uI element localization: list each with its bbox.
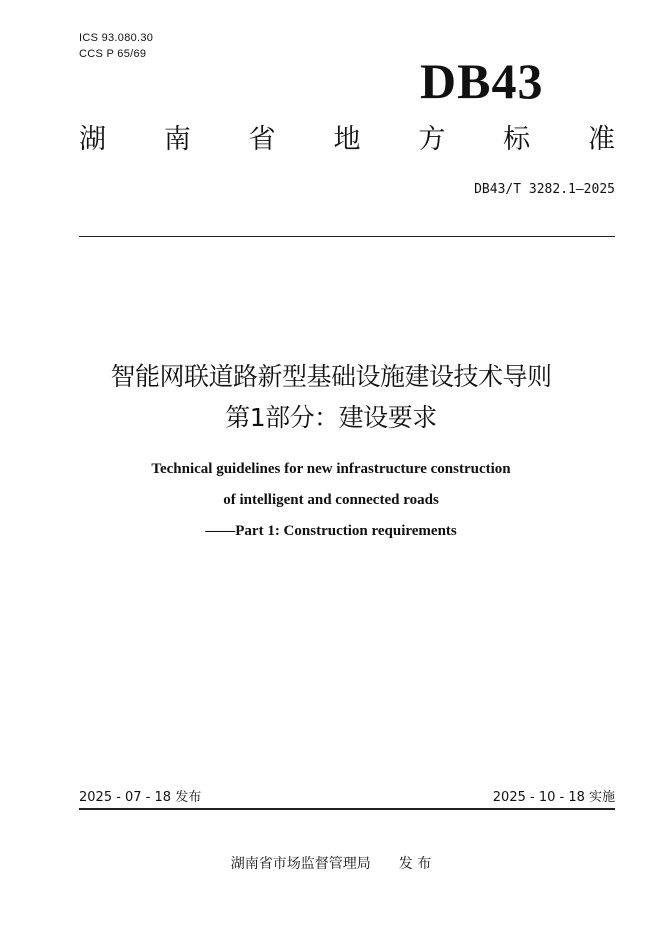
ccs-code: CCS P 65/69 bbox=[79, 48, 147, 60]
title-english-line-3: ——Part 1: Construction requirements bbox=[205, 523, 457, 539]
standard-type-char: 准 bbox=[587, 124, 615, 155]
top-divider bbox=[79, 236, 615, 237]
issuer-action: 发 布 bbox=[398, 856, 432, 872]
title-english-line-1: Technical guidelines for new infrastructure construction bbox=[151, 461, 511, 477]
standard-type-char: 地 bbox=[333, 124, 361, 155]
title-english-line-2: of intelligent and connected roads bbox=[223, 492, 439, 508]
title-chinese-line-2: 第1部分：建设要求 bbox=[225, 403, 437, 432]
issuer-name: 湖南省市场监督管理局 bbox=[230, 856, 371, 872]
db43-logo: DB43 bbox=[420, 53, 544, 109]
issuer-line bbox=[0, 855, 662, 873]
implement-date: 2025 - 10 - 18 实施 bbox=[492, 790, 615, 805]
standard-type-char: 湖 bbox=[79, 124, 106, 155]
title-chinese-line-1: 智能网联道路新型基础设施建设技术导则 bbox=[110, 362, 552, 391]
publish-date: 2025 - 07 - 18 发布 bbox=[79, 790, 202, 805]
standard-type-char: 方 bbox=[418, 124, 446, 155]
standard-type-char: 南 bbox=[163, 124, 191, 155]
ics-code: ICS 93.080.30 bbox=[79, 32, 154, 44]
standard-type-char: 标 bbox=[503, 124, 531, 155]
bottom-divider bbox=[79, 808, 615, 810]
standard-type-char: 省 bbox=[248, 124, 276, 155]
standard-number: DB43/T 3282.1—2025 bbox=[474, 182, 615, 197]
standard-type-heading bbox=[79, 120, 615, 160]
